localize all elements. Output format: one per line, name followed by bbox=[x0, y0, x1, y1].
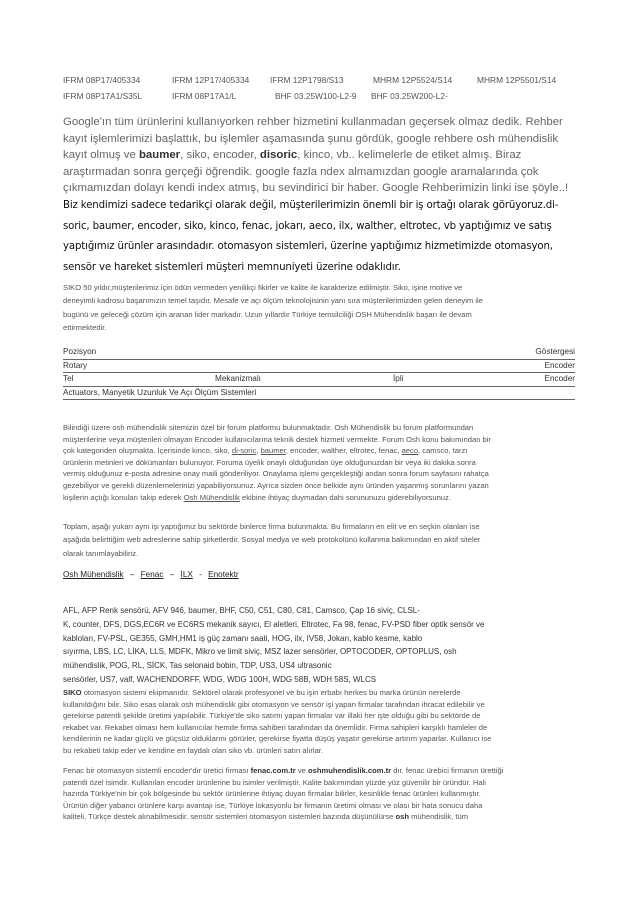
text-line: AFL, AFP Renk sensörü, AFV 946, baumer, BHF, C50, C51, C80, C81, Camsco, Çap 16 siviç, CLSL- bbox=[63, 606, 420, 615]
text-line: K, counter, DFS, DGS,EC6R ve EC6RS mekanik sayıcı, El aletleri, Eltrotec, Fa 98, fenac, FV-PSD fiber optik sensör ve bbox=[63, 619, 485, 629]
siko-paragraph bbox=[63, 281, 575, 335]
text-line: deneyimli kadrosu başarımızın temel taşıdır. Mesafe ve açı ölçüm teknolojisinin yanı sıra müşterilerimizden gelen deneyim ile bbox=[63, 296, 483, 306]
fenac-paragraph bbox=[63, 765, 575, 823]
separator: – bbox=[129, 570, 135, 579]
text-line: ürünlerin metinleri ve dökümanları bulunuyor. Foruma üyelik onaylı olduğundan üye olduğunuzdan bir veya iki dakika sonra bbox=[63, 457, 476, 467]
enotektr-site-link[interactable]: Enotektr bbox=[208, 570, 239, 579]
text-fragment: , kinco, vb.. kelimelerle de etiket almış. Biraz bbox=[297, 149, 522, 162]
text-fragment: kişilerin açtığı konuları takip ederek bbox=[63, 492, 184, 502]
toplam-paragraph bbox=[63, 520, 575, 560]
text-line: aşağıda belirttiğim web adreslerine sahip şirketlerdir. Sosyal medya ve web protokolünü kullanma bakımından en aktif siteler bbox=[63, 535, 481, 545]
text-fragment: mühendislik, tüm bbox=[408, 812, 469, 822]
text-line: Toplam, aşağı yukarı aynı işi yaptığımız bu sektörde binlerce firma bulunmakta. Bu firmaların en elit ve en seçkin olanları ise bbox=[63, 522, 480, 531]
text-fragment: , encoder, walther, eltrotec, fenac, bbox=[285, 446, 402, 456]
bold-keyword: osh bbox=[395, 812, 409, 822]
text-line: bugünü ve geleceği çözüm için aranan lider markadır. Uzun yıllardır Türkiye temsilciliği OSH Mühendislik başarı ile devam bbox=[63, 309, 472, 319]
text-line: kayıt işlemlerimizi başlattık, bu işlemler aşamasında şunu gördük, google rehbere osh mühendislik bbox=[63, 132, 559, 145]
product-code: IFRM 12P17/405334 bbox=[172, 75, 250, 85]
text-line: kendilerinin ne kadar güçlü ve güçsüz olduklarını görürler, gerekirse fiyatta düşüş yaşatır gerekirse artırım yaparlar. Kullanıcı ise bbox=[63, 734, 492, 744]
product-code: IFRM 08P17A1/L bbox=[172, 91, 237, 101]
text-line: çıkmamızdan dolayı kendi index atmış, bu sevindirici bir haber. Google Rehberimizin linki ise şöyle..! bbox=[63, 182, 569, 195]
table-cell: Mekanizmalı bbox=[215, 374, 261, 384]
osh-muhendislik-site-link[interactable]: Osh Mühendislik bbox=[63, 570, 124, 579]
text-fragment: dır. fenac ürebici firmanın ürettiği bbox=[391, 766, 504, 775]
text-fragment: otomasyon sistemi ekipmanıdır. Sektörel olarak profesyonel ve bu işin erbabı herkes bu marka ürünün nerelerde bbox=[81, 688, 461, 697]
fenac-site-link[interactable]: Fenac bbox=[140, 570, 164, 579]
text-line: Biz kendimizi sadece tedarikçi olarak değil, müşterilerimizin önemli bir iş ortağı olarak görüyoruz.di- bbox=[63, 200, 559, 211]
text-line: Ürünün diğer yabancı ürünlere karşı avantajı ise, Türkiye lokasyonlu bir firmanın üretimi olması ve olası bir hata sonucu daha bbox=[63, 800, 483, 810]
text-fragment: , camsco, tarzı bbox=[418, 446, 468, 456]
text-line: araştırmadan sonra gerçeği öğrendik. google fazla ndex almamızdan google aramalarında çok bbox=[63, 165, 539, 178]
bold-keyword: fenac.com.tr bbox=[250, 766, 296, 775]
table-row bbox=[63, 346, 575, 360]
text-line: Google'ın tüm ürünlerini kullanıyorken rehber hizmetini kullanmadan geçersek olmaz dedik. Rehber bbox=[63, 116, 563, 128]
table-cell: İpli bbox=[393, 374, 404, 384]
bold-keyword: disoric bbox=[259, 149, 298, 162]
text-line: yaptığımız ürünler arasındadır. otomasyon sistemleri, üzerine yaptığımız hizmetimizde otomasyon, bbox=[63, 241, 553, 253]
separator: – bbox=[169, 570, 175, 579]
text-line: kabloları, FV-PSL, GE355, GMH,HM1 iş güç zamanı saati, HOG, ilx, IV58, Jokarı, kablo kesme, kablo bbox=[63, 633, 423, 643]
text-line: soric, baumer, encoder, siko, kinco, fenac, jokarı, aeco, ilx, walther, eltrotec, vb yaptığımız ve satış bbox=[63, 220, 552, 232]
text-fragment: ve bbox=[295, 766, 308, 775]
text-line: ettirmektedir. bbox=[63, 323, 107, 333]
text-fragment: ekibine ihtiyaç duymadan dahi sorununuzu giderebiliyorsunuz. bbox=[239, 492, 451, 502]
products-paragraph bbox=[63, 604, 575, 687]
text-fragment: kayıt olmuş ve bbox=[63, 149, 139, 162]
product-code: MHRM 12P5524/S14 bbox=[373, 75, 453, 85]
text-fragment: , bbox=[256, 446, 261, 456]
product-code: IFRM 12P1798/S13 bbox=[270, 75, 344, 85]
text-line: SIKO 50 yıldır,müşterilerimiz için ödün vermeden yenilikçi fikirler ve kalite ile karakterize edilmiştir. Siko, işine motive ve bbox=[63, 283, 463, 292]
bold-keyword: SIKO bbox=[63, 688, 82, 697]
text-line: patentli özel isimdir. Kullanılan encoder ürünlerine bu isimler verilmiştir. Kalite bakımından yüzde yüz güvenilir bir üründür. Hali bbox=[63, 777, 486, 787]
site-links bbox=[63, 570, 243, 579]
text-line: gezebiliyor ve gerekli düzenlemelerinizi yapabiliyorsunuz. Ayrıca sizden önce belkide aynı üründen yaşanmış sorunlarını yazan bbox=[63, 480, 489, 490]
text-line: sensör ve hareket sistemleri müşteri memnuniyeti üzerine odaklıdır. bbox=[63, 261, 401, 273]
table-row bbox=[63, 373, 575, 387]
product-code: IFRM 08P17A1/S35L bbox=[63, 91, 143, 101]
table-cell: Actuators, Manyetik Uzunluk Ve Açı Ölçüm Sistemleri bbox=[63, 387, 257, 397]
text-line: mühendislik, POG, RL, SİCK, Tas selonaid bobin, TDP, US3, US4 ultrasonic bbox=[63, 661, 332, 671]
text-line: gerekirse patentli şekilde üretimi yapılabilir. Türkiye'de siko satımı yapan firmalar var illaki her işte olduğu gibi bu sektörde de bbox=[63, 711, 481, 721]
bold-keyword: baumer bbox=[138, 149, 181, 162]
table-cell: Tel bbox=[63, 374, 74, 384]
siko-paragraph-2 bbox=[63, 687, 575, 757]
text-fragment: çok kategoriden oluşmakta. İçerisinde kinco, siko, bbox=[63, 446, 232, 456]
baumer-link[interactable]: baumer bbox=[260, 446, 286, 456]
table-row bbox=[63, 360, 575, 374]
text-line: sıyırma, LBS, LC, LİKA, LLS, MDFK, Mikro ve limit siviç, MSZ lazer sensörler, OPTOCODER, OPTOPLUS, osh bbox=[63, 647, 457, 657]
text-line: kullanıldığını bilir. Siko esas olarak osh mühendislik gibi otomasyon ve sensör işi yapan firmalar tarafından ihracat edilebilir ve bbox=[63, 699, 485, 709]
table-row bbox=[63, 387, 575, 401]
product-code: MHRM 12P5501/S14 bbox=[477, 75, 557, 85]
table-cell: Encoder bbox=[544, 360, 575, 370]
product-code: BHF 03.25W100-L2-9 bbox=[275, 91, 357, 101]
product-code: IFRM 08P17/405334 bbox=[63, 75, 141, 85]
disoric-link[interactable]: di-soric bbox=[231, 446, 257, 456]
osh-muhendislik-link[interactable]: Osh Mühendislik bbox=[183, 492, 240, 502]
forum-paragraph bbox=[63, 422, 575, 503]
text-line: Bilindiği üzere osh mühendislik sitemizin özel bir forum platformu bulunmaktadır. Osh Mühendislik bu forum platformundan bbox=[63, 423, 474, 432]
text-fragment: Fenac bir otomasyon sistemli encoder'dır üretici firması bbox=[63, 766, 251, 775]
text-line: sensörler, US7, valf, WACHENDORFF, WDG, WDG 100H, WDG 58B, WDH 58S, WLCS bbox=[63, 674, 377, 684]
text-line: bu rekabeti takip eder ve kendine en faydalı olan siko vb. ürünleri satın alırlar. bbox=[63, 745, 324, 755]
intro-paragraph bbox=[63, 114, 575, 197]
text-fragment: kaliteli, Türkçe destek alınabilmesidir. sensör sistemleri otomasyon sistemleri bazında düşünülürse bbox=[63, 812, 396, 822]
ilx-site-link[interactable]: İLX bbox=[180, 570, 193, 579]
text-line: vermiş olduğunuz e-posta adresine onay maili gönderiliyor. Onaylama işlemi gerçekleştiği andan sonra forum sayfasını rahatça bbox=[63, 469, 489, 479]
text-line: hazırda Türkiye'nin bir çok bölgesinde bu sektör ürünlerine ihtiyaç duyan firmalar bilirler, kesinlikle fenac ürünleri kullanmıştır. bbox=[63, 789, 481, 799]
bold-keyword: oshmuhendislik.com.tr bbox=[307, 766, 392, 775]
product-code: BHF 03.25W200-L2- bbox=[371, 91, 448, 101]
text-line: müşterilerine veya müşterileri olmayan Encoder kullanıcılarına teknik destek hizmeti vermekte. Forum Osh konu bakımından bir bbox=[63, 434, 491, 444]
separator: - bbox=[199, 570, 202, 579]
text-line: olarak tanımlayabiliriz. bbox=[63, 548, 139, 558]
text-fragment: , siko, encoder, bbox=[180, 149, 260, 162]
text-line: rekabet var. Rekabet olması hem kullanıcılar hemde firma sahiberi tarafından da önemlidir. Firma sahipleri karşıklı hamleler de bbox=[63, 722, 488, 732]
highlight-paragraph bbox=[63, 196, 575, 278]
product-table bbox=[63, 346, 575, 400]
aeco-link[interactable]: aeco bbox=[401, 446, 419, 456]
table-cell: Encoder bbox=[544, 374, 575, 384]
table-cell: Pozisyon bbox=[63, 347, 97, 356]
table-cell: Göstergesi bbox=[535, 347, 575, 356]
table-cell: Rotary bbox=[63, 360, 88, 370]
